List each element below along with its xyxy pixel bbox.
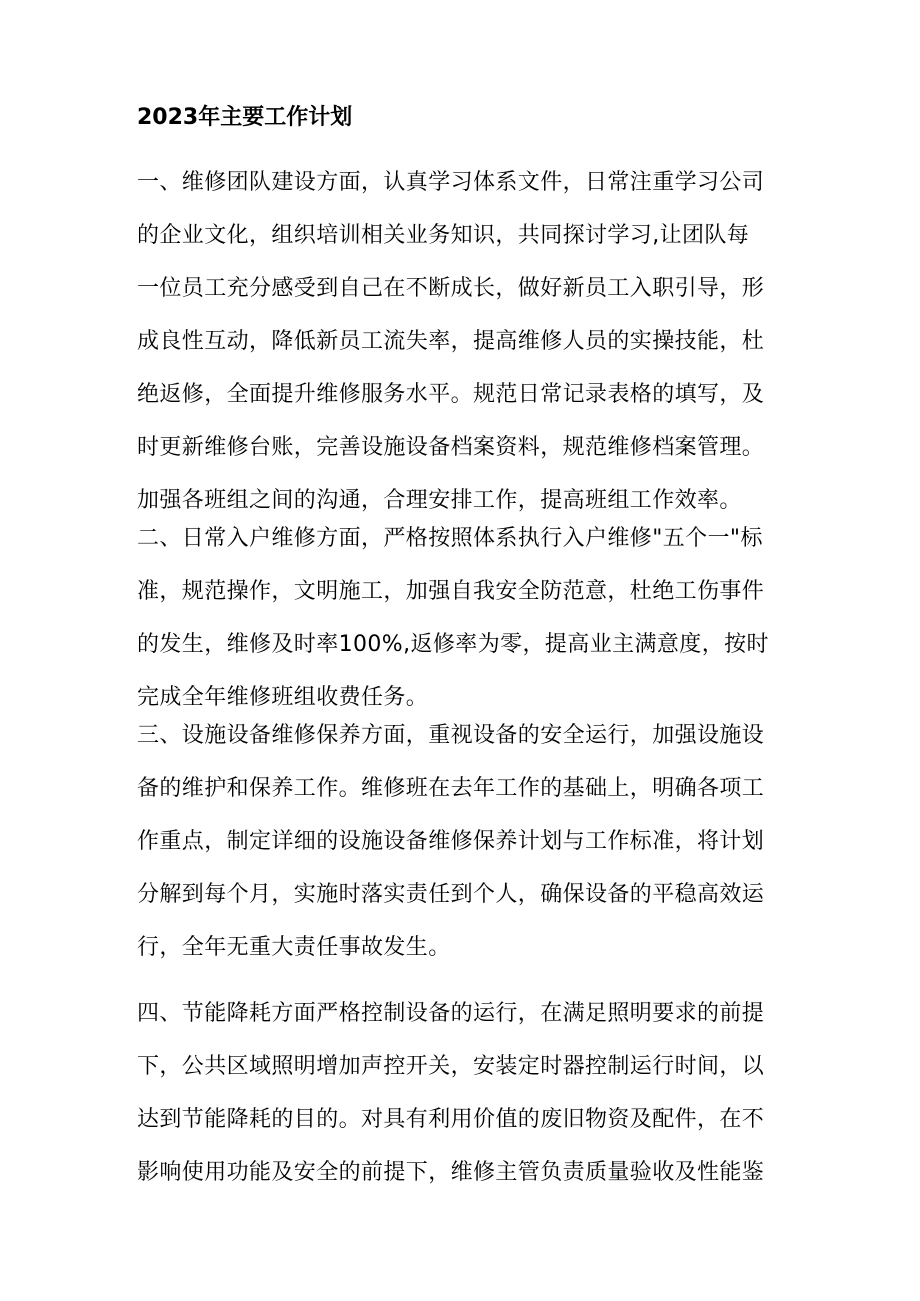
paragraph-line: 备的维护和保养工作。维修班在去年工作的基础上，明确各项工 bbox=[137, 776, 765, 801]
paragraph-line: 一位员工充分感受到自己在不断成长，做好新员工入职引导，形 bbox=[137, 276, 765, 301]
paragraph-line: 的企业文化，组织培训相关业务知识，共同探讨学习,让团队每 bbox=[137, 223, 750, 248]
paragraph-line: 完成全年维修班组收费任务。 bbox=[137, 685, 429, 710]
paragraph-line: 的发生，维修及时率100%,返修率为零，提高业主满意度，按时 bbox=[137, 632, 769, 657]
paragraph-line: 分解到每个月，实施时落实责任到个人，确保设备的平稳高效运 bbox=[137, 882, 765, 907]
paragraph-team-building bbox=[137, 156, 797, 527]
paragraph-equipment-maintenance bbox=[137, 709, 797, 974]
paragraph-line: 下，公共区域照明增加声控开关，安装定时器控制运行时间，以 bbox=[137, 1054, 765, 1079]
paragraph-line: 作重点，制定详细的设施设备维修保养计划与工作标准，将计划 bbox=[137, 829, 765, 854]
paragraph-home-repair bbox=[137, 512, 797, 724]
paragraph-energy-saving bbox=[137, 987, 797, 1199]
paragraph-line: 绝返修，全面提升维修服务水平。规范日常记录表格的填写，及 bbox=[137, 382, 765, 407]
paragraph-line: 准，规范操作，文明施工，加强自我安全防范意，杜绝工伤事件 bbox=[137, 579, 765, 604]
paragraph-line: 行，全年无重大责任事故发生。 bbox=[137, 935, 451, 960]
paragraph-line: 四、节能降耗方面严格控制设备的运行，在满足照明要求的前提 bbox=[137, 1001, 765, 1026]
paragraph-line: 一、维修团队建设方面，认真学习体系文件，日常注重学习公司 bbox=[137, 170, 765, 195]
paragraph-line: 三、设施设备维修保养方面，重视设备的安全运行，加强设施设 bbox=[137, 723, 765, 748]
paragraph-line: 二、日常入户维修方面，严格按照体系执行入户维修"五个一"标 bbox=[137, 526, 763, 551]
paragraph-line: 影响使用功能及安全的前提下，维修主管负责质量验收及性能鉴 bbox=[137, 1160, 765, 1185]
paragraph-line: 时更新维修台账，完善设施设备档案资料，规范维修档案管理。 bbox=[137, 435, 765, 460]
paragraph-line: 加强各班组之间的沟通，合理安排工作，提高班组工作效率。 bbox=[137, 488, 742, 513]
document-title: 2023年主要工作计划 bbox=[137, 105, 353, 130]
paragraph-line: 达到节能降耗的目的。对具有利用价值的废旧物资及配件，在不 bbox=[137, 1107, 765, 1132]
paragraph-line: 成良性互动，降低新员工流失率，提高维修人员的实操技能，杜 bbox=[137, 329, 765, 354]
